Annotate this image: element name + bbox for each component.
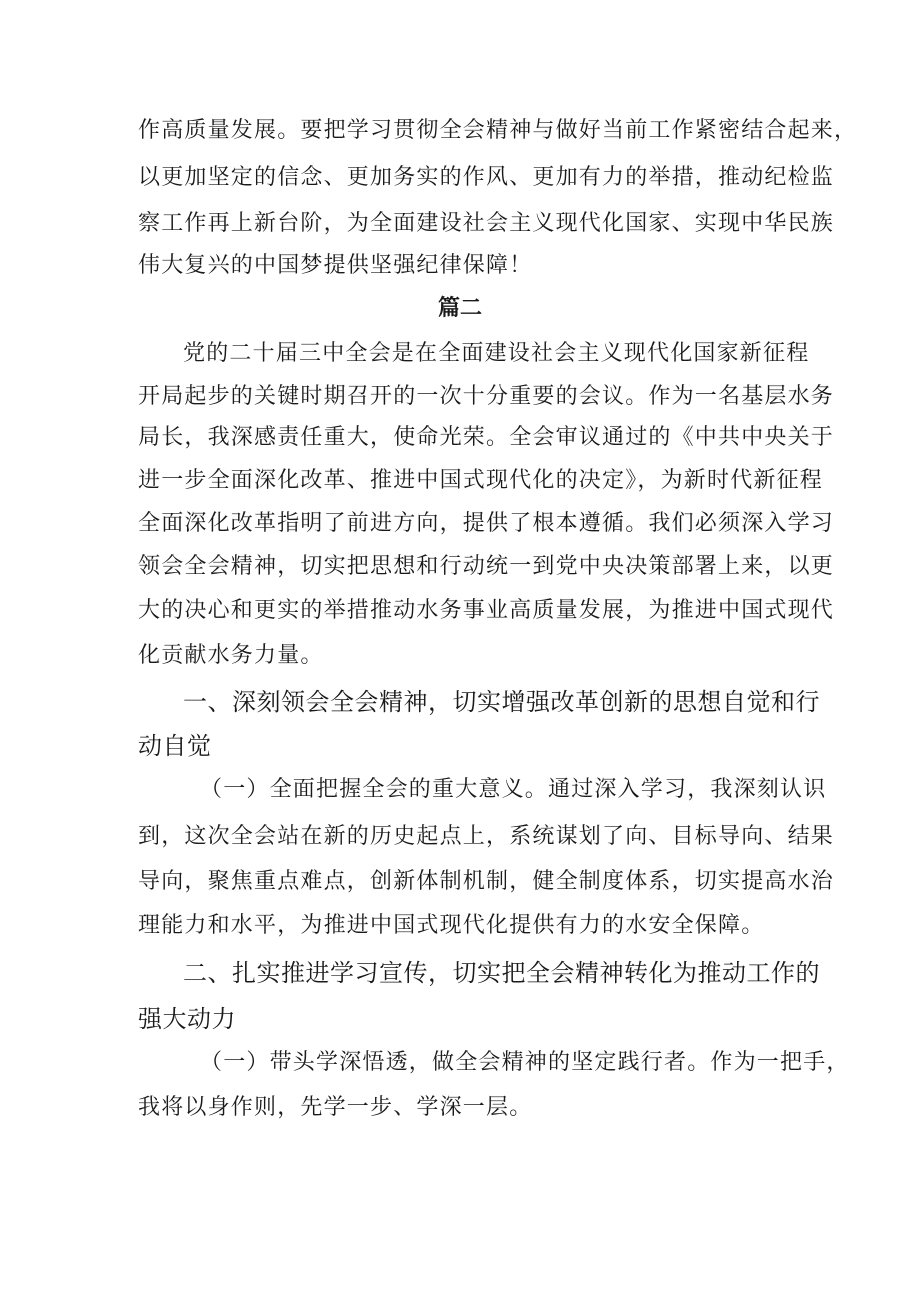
paragraph-line: 化贡献水务力量。 — [138, 643, 324, 668]
paragraph-line: 党的二十届三中全会是在全面建设社会主义现代化国家新征程 — [183, 341, 810, 366]
section-heading: 动自觉 — [138, 732, 212, 760]
paragraph-line: （一）带头学深悟透，做全会精神的坚定践行者。作为一把手， — [200, 1050, 850, 1075]
paragraph-line: 我将以身作则，先学一步、学深一层。 — [138, 1095, 533, 1120]
intro-line: 伟大复兴的中国梦提供坚强纪律保障！ — [138, 253, 533, 278]
paragraph-line: （一）全面把握全会的重大意义。通过深入学习，我深刻认识 — [200, 777, 827, 802]
paragraph-line: 全面深化改革指明了前进方向，提供了根本遵循。我们必须深入学习 — [138, 511, 835, 536]
intro-line: 察工作再上新台阶，为全面建设社会主义现代化国家、实现中华民族 — [138, 211, 835, 236]
paragraph-line: 理能力和水平，为推进中国式现代化提供有力的水安全保障。 — [138, 913, 765, 938]
intro-line: 以更加坚定的信念、更加务实的作风、更加有力的举措，推动纪检监 — [138, 165, 835, 190]
intro-line: 作高质量发展。要把学习贯彻全会精神与做好当前工作紧密结合起来， — [138, 118, 858, 143]
section-heading: 一、深刻领会全会精神，切实增强改革创新的思想自觉和行 — [183, 688, 820, 716]
paragraph-line: 大的决心和更实的举措推动水务事业高质量发展，为推进中国式现代 — [138, 598, 835, 623]
paragraph-line: 开局起步的关键时期召开的一次十分重要的会议。作为一名基层水务 — [138, 384, 835, 409]
paragraph-line: 领会全会精神，切实把思想和行动统一到党中央决策部署上来，以更 — [138, 554, 835, 579]
paragraph-line: 到，这次全会站在新的历史起点上，系统谋划了向、目标导向、结果 — [138, 824, 835, 849]
section-heading: 强大动力 — [138, 1005, 236, 1033]
section-title: 篇二 — [437, 296, 482, 321]
paragraph-line: 进一步全面深化改革、推进中国式现代化的决定》，为新时代新征程 — [138, 468, 824, 493]
paragraph-line: 局长，我深感责任重大，使命光荣。全会审议通过的《中共中央关于 — [138, 425, 835, 450]
section-heading: 二、扎实推进学习宣传，切实把全会精神转化为推动工作的 — [183, 959, 820, 987]
paragraph-line: 导向，聚焦重点难点，创新体制机制，健全制度体系，切实提高水治 — [138, 869, 835, 894]
